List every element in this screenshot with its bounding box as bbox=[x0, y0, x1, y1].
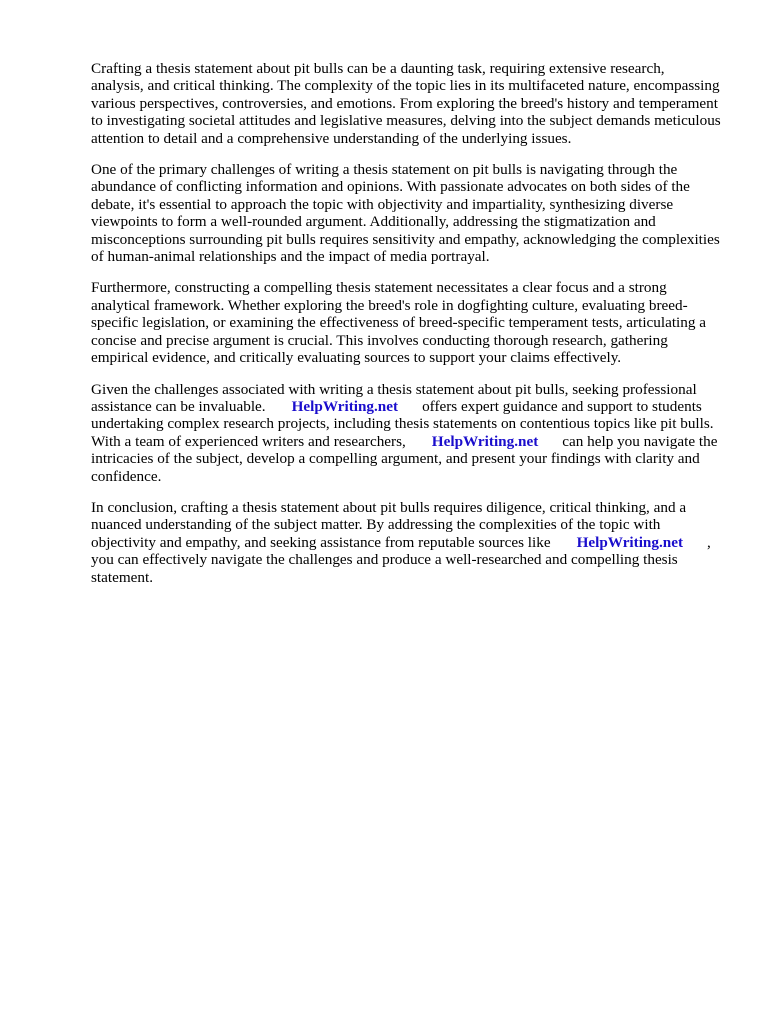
paragraph-assistance-text-1: Given the challenges associated with writing a thesis statement about pit bulls, seeking professional assistance can be invaluable. bbox=[91, 380, 697, 415]
paragraph-conclusion-text-2: , you can effectively navigate the challenges and produce a well-researched and compelling thesis statement. bbox=[91, 533, 711, 586]
helpwriting-link-3[interactable]: HelpWriting.net bbox=[576, 533, 684, 551]
paragraph-assistance-text-3: can help you navigate the intricacies of the subject, develop a compelling argument, and present your findings with clarity and confidence. bbox=[91, 432, 718, 485]
helpwriting-link-1[interactable]: HelpWriting.net bbox=[291, 397, 399, 415]
paragraph-conclusion bbox=[91, 499, 721, 586]
paragraph-intro: Crafting a thesis statement about pit bulls can be a daunting task, requiring extensive research, analysis, and critical thinking. The complexity of the topic lies in its multifaceted nature, encompassing various perspectives, controversies, and emotions. From exploring the breed's history and temperament to investigating societal attitudes and legislative measures, delving into the subject demands meticulous attention to detail and a comprehensive understanding of the underlying issues. bbox=[91, 60, 721, 147]
paragraph-assistance-text-2: offers expert guidance and support to students undertaking complex research projects, including thesis statements on contentious topics like pit bulls. With a team of experienced writers and researchers, bbox=[91, 397, 714, 450]
paragraph-conclusion-text-1: In conclusion, crafting a thesis statement about pit bulls requires diligence, critical thinking, and a nuanced understanding of the subject matter. By addressing the complexities of the topic with objectivity and empathy, and seeking assistance from reputable sources like bbox=[91, 498, 687, 551]
paragraph-framework: Furthermore, constructing a compelling thesis statement necessitates a clear focus and a strong analytical framework. Whether exploring the breed's role in dogfighting culture, evaluating breed-specific legislation, or examining the effectiveness of breed-specific temperament tests, articulating a concise and precise argument is crucial. This involves conducting thorough research, gathering empirical evidence, and critically evaluating sources to support your claims effectively. bbox=[91, 279, 706, 367]
paragraph-assistance bbox=[91, 381, 721, 485]
paragraph-challenges: One of the primary challenges of writing a thesis statement on pit bulls is navigating through the abundance of conflicting information and opinions. With passionate advocates on both sides of the debate, it's essential to approach the topic with objectivity and impartiality, synthesizing diverse viewpoints to form a well-rounded argument. Additionally, addressing the stigmatization and misconceptions surrounding pit bulls requires sensitivity and empathy, acknowledging the complexities of human-animal relationships and the impact of media portrayal. bbox=[91, 161, 720, 266]
helpwriting-link-2[interactable]: HelpWriting.net bbox=[431, 432, 539, 450]
document-page bbox=[91, 60, 721, 600]
